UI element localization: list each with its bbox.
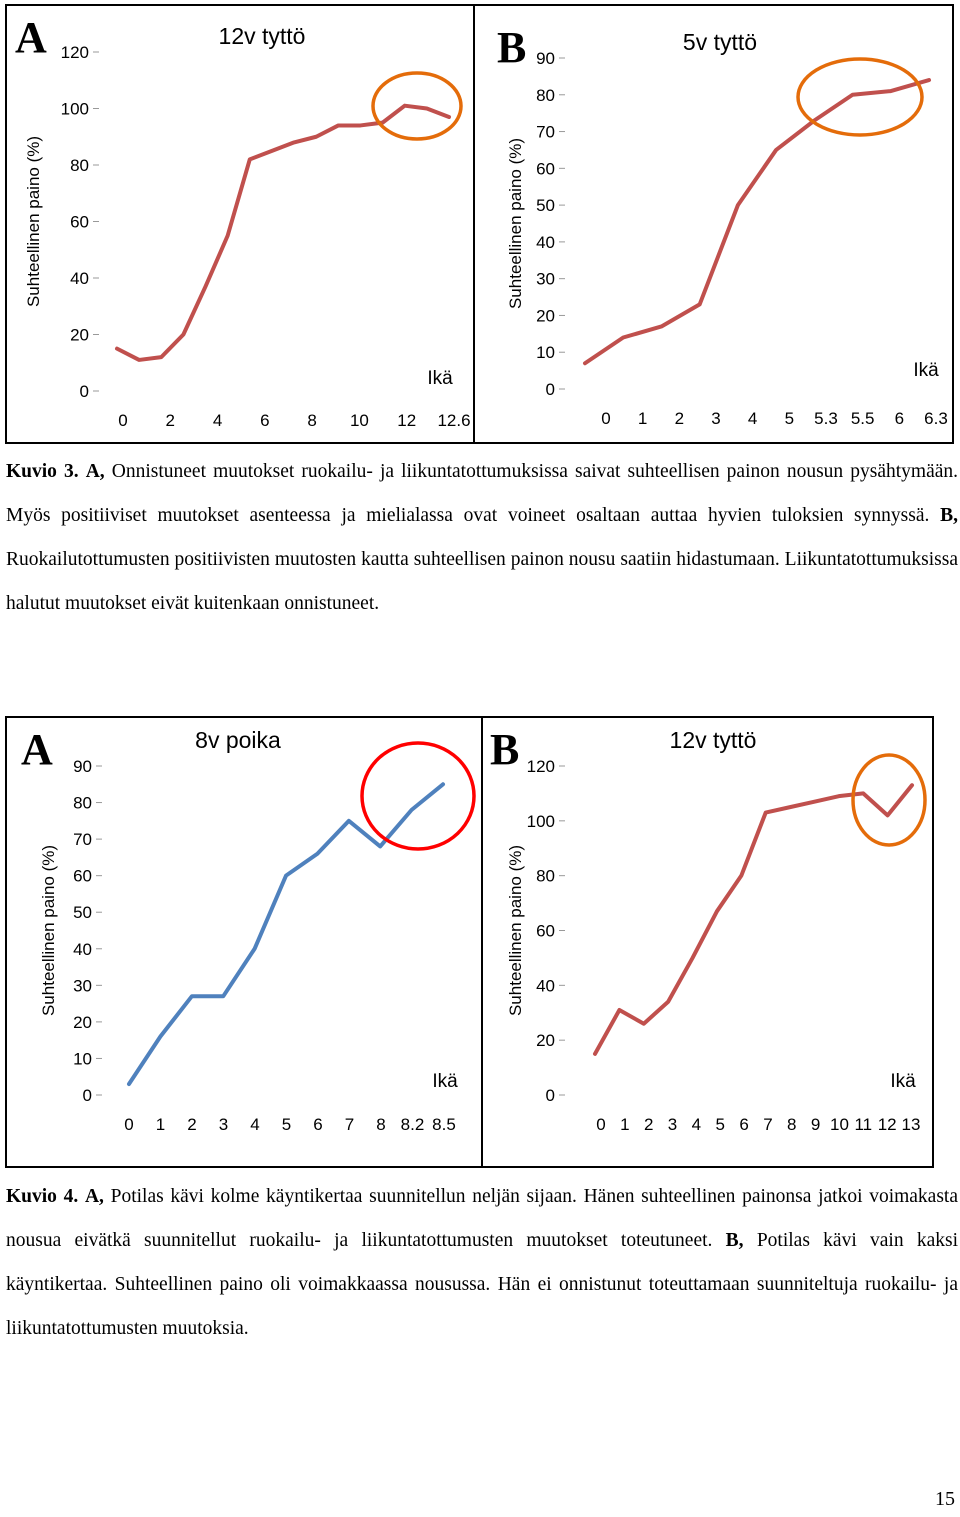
x-tick-label: 7 [763,1115,773,1134]
figure-4-caption [6,1175,958,1351]
x-tick-label: 10 [830,1115,849,1134]
x-tick-label: 4 [212,411,223,430]
caption-b-text: Potilas kävi vain kaksi käyntikertaa. Suhteellinen paino oli voimakkaassa nousussa. Hän ei onnistunut toteuttamaan suunniteltuja ruokailu- ja liikuntatottumusten muutoksia. [6,1230,958,1339]
x-tick-label: 8 [787,1115,797,1134]
y-tick-label: 40 [73,939,92,959]
caption-label: Kuvio 4. [6,1186,79,1207]
y-tick-label: 0 [79,382,89,401]
x-tick-label: 5.3 [814,409,838,428]
x-tick-label: 4 [691,1115,702,1134]
x-tick-label: 1 [620,1115,630,1134]
highlight-circle [362,743,474,849]
y-tick-label: 30 [536,269,555,289]
chart-b-12v-tytto [483,718,931,1166]
highlight-circle [853,755,925,845]
x-tick-label: 12 [877,1115,897,1134]
caption-b-text: Ruokailutottumusten positiivisten muutosten kautta suhteellisen painon nousu saatiin hidastumaan. Liikuntatottumuksissa halutut muutokset eivät kuitenkaan onnistuneet. [6,549,958,614]
x-tick-label: 9 [810,1115,821,1134]
y-tick-label: 90 [73,757,92,776]
x-tick-label: 0 [124,1115,134,1134]
x-tick-label: 6 [739,1115,749,1134]
y-tick-label: 90 [536,49,555,68]
x-tick-label: 4 [250,1115,260,1134]
y-tick-label: 30 [73,976,92,996]
figure-3 [5,4,954,444]
y-tick-label: 0 [82,1086,92,1105]
y-tick-label: 50 [73,903,92,923]
chart-b-5v-tytto [475,6,951,442]
x-tick-label: 2 [643,1115,654,1134]
x-tick-label: 6 [260,411,270,430]
y-tick-label: 120 [526,757,555,776]
caption-label: Kuvio 3. [6,461,79,482]
x-tick-label: 3 [667,1115,678,1134]
x-tick-label: 12.6 [437,411,471,430]
y-tick-label: 80 [536,85,555,105]
y-tick-label: 40 [70,269,89,288]
x-axis-label: Ikä [427,368,453,389]
y-tick-label: 40 [536,976,555,996]
y-tick-label: 50 [536,196,555,216]
figure-4 [5,716,934,1168]
x-tick-label: 10 [349,411,369,430]
y-tick-label: 120 [60,43,89,62]
series-line [585,80,929,363]
y-tick-label: 60 [536,921,555,941]
x-tick-label: 3 [711,409,721,428]
x-tick-label: 1 [637,409,648,428]
figure-3-caption [6,450,958,626]
x-tick-label: 13 [901,1115,921,1134]
caption-a-label: A, [84,1186,104,1207]
y-tick-label: 20 [70,325,89,345]
y-axis-label: Suhteellinen paino (%) [506,137,525,310]
page-number: 15 [935,1488,955,1510]
x-tick-label: 8.5 [432,1115,456,1134]
x-tick-label: 8 [307,411,317,430]
y-tick-label: 60 [70,212,89,232]
series-line [595,785,912,1054]
y-axis-label: Suhteellinen paino (%) [24,135,43,308]
x-tick-label: 5 [281,1115,292,1134]
chart-title: 12v tyttö [218,23,306,49]
x-tick-label: 5.5 [850,409,875,428]
highlight-circle [798,59,922,135]
caption-a-text: Potilas kävi kolme käyntikertaa suunnitellun neljän sijaan. Hänen suhteellinen painonsa jatkoi voimakasta nousua eivätkä suunnitellut ruokailu- ja liikuntatottumusten muutokset toteutuneet. [6,1186,958,1251]
x-tick-label: 0 [601,409,611,428]
x-tick-label: 6 [894,409,905,428]
x-tick-label: 0 [118,411,128,430]
panel-letter: A [15,13,47,62]
x-axis-label: Ikä [913,360,939,381]
x-tick-label: 2 [674,409,685,428]
y-tick-label: 0 [545,380,555,399]
panel-letter: B [490,725,520,774]
y-tick-label: 100 [526,811,555,831]
x-axis-label: Ikä [890,1071,916,1092]
y-tick-label: 100 [60,99,89,119]
panel-letter: B [497,23,527,72]
x-tick-label: 5 [715,1115,725,1134]
y-axis-label: Suhteellinen paino (%) [506,844,525,1017]
x-tick-label: 1 [155,1115,166,1134]
caption-b-label: B, [940,505,958,526]
series-line [129,784,443,1084]
x-tick-label: 6 [313,1115,323,1134]
caption-b-label: B, [725,1230,744,1251]
y-tick-label: 10 [536,343,555,363]
series-line [117,106,449,360]
x-tick-label: 7 [344,1115,355,1134]
chart-a-8v-poika [7,718,481,1166]
x-tick-label: 11 [854,1115,873,1134]
x-tick-label: 0 [596,1115,606,1134]
y-tick-label: 70 [73,830,92,850]
y-tick-label: 0 [545,1086,555,1105]
x-tick-label: 3 [218,1115,229,1134]
y-tick-label: 20 [73,1012,92,1032]
x-tick-label: 4 [747,409,758,428]
x-axis-label: Ikä [432,1071,458,1092]
x-tick-label: 5 [784,409,795,428]
y-tick-label: 10 [73,1049,92,1069]
y-tick-label: 60 [536,159,555,179]
y-axis-label: Suhteellinen paino (%) [39,844,58,1017]
x-tick-label: 2 [165,411,176,430]
y-tick-label: 70 [536,122,555,142]
y-tick-label: 80 [536,866,555,886]
x-tick-label: 8.2 [400,1115,425,1134]
chart-title: 12v tyttö [669,727,757,753]
y-tick-label: 20 [536,306,555,326]
y-tick-label: 20 [536,1031,555,1051]
y-tick-label: 80 [73,793,92,813]
chart-title: 5v tyttö [682,29,758,55]
panel-letter: A [21,725,53,774]
y-tick-label: 40 [536,232,555,252]
x-tick-label: 8 [376,1115,386,1134]
caption-a-text: Onnistuneet muutokset ruokailu- ja liikuntatottumuksissa saivat suhteellisen painon nousun pysähtymään. Myös positiiviset muutokset asenteessa ja mielialassa ovat voineet osaltaan auttaa hyvien tuloksien synnyssä. [6,461,959,526]
y-tick-label: 80 [70,156,89,175]
x-tick-label: 2 [187,1115,197,1134]
x-tick-label: 6.3 [924,409,948,428]
x-tick-label: 12 [397,411,417,430]
chart-a-12v-tytto [7,6,473,442]
y-tick-label: 60 [73,866,92,886]
caption-a-label: A, [85,461,105,482]
chart-title: 8v poika [195,727,281,753]
